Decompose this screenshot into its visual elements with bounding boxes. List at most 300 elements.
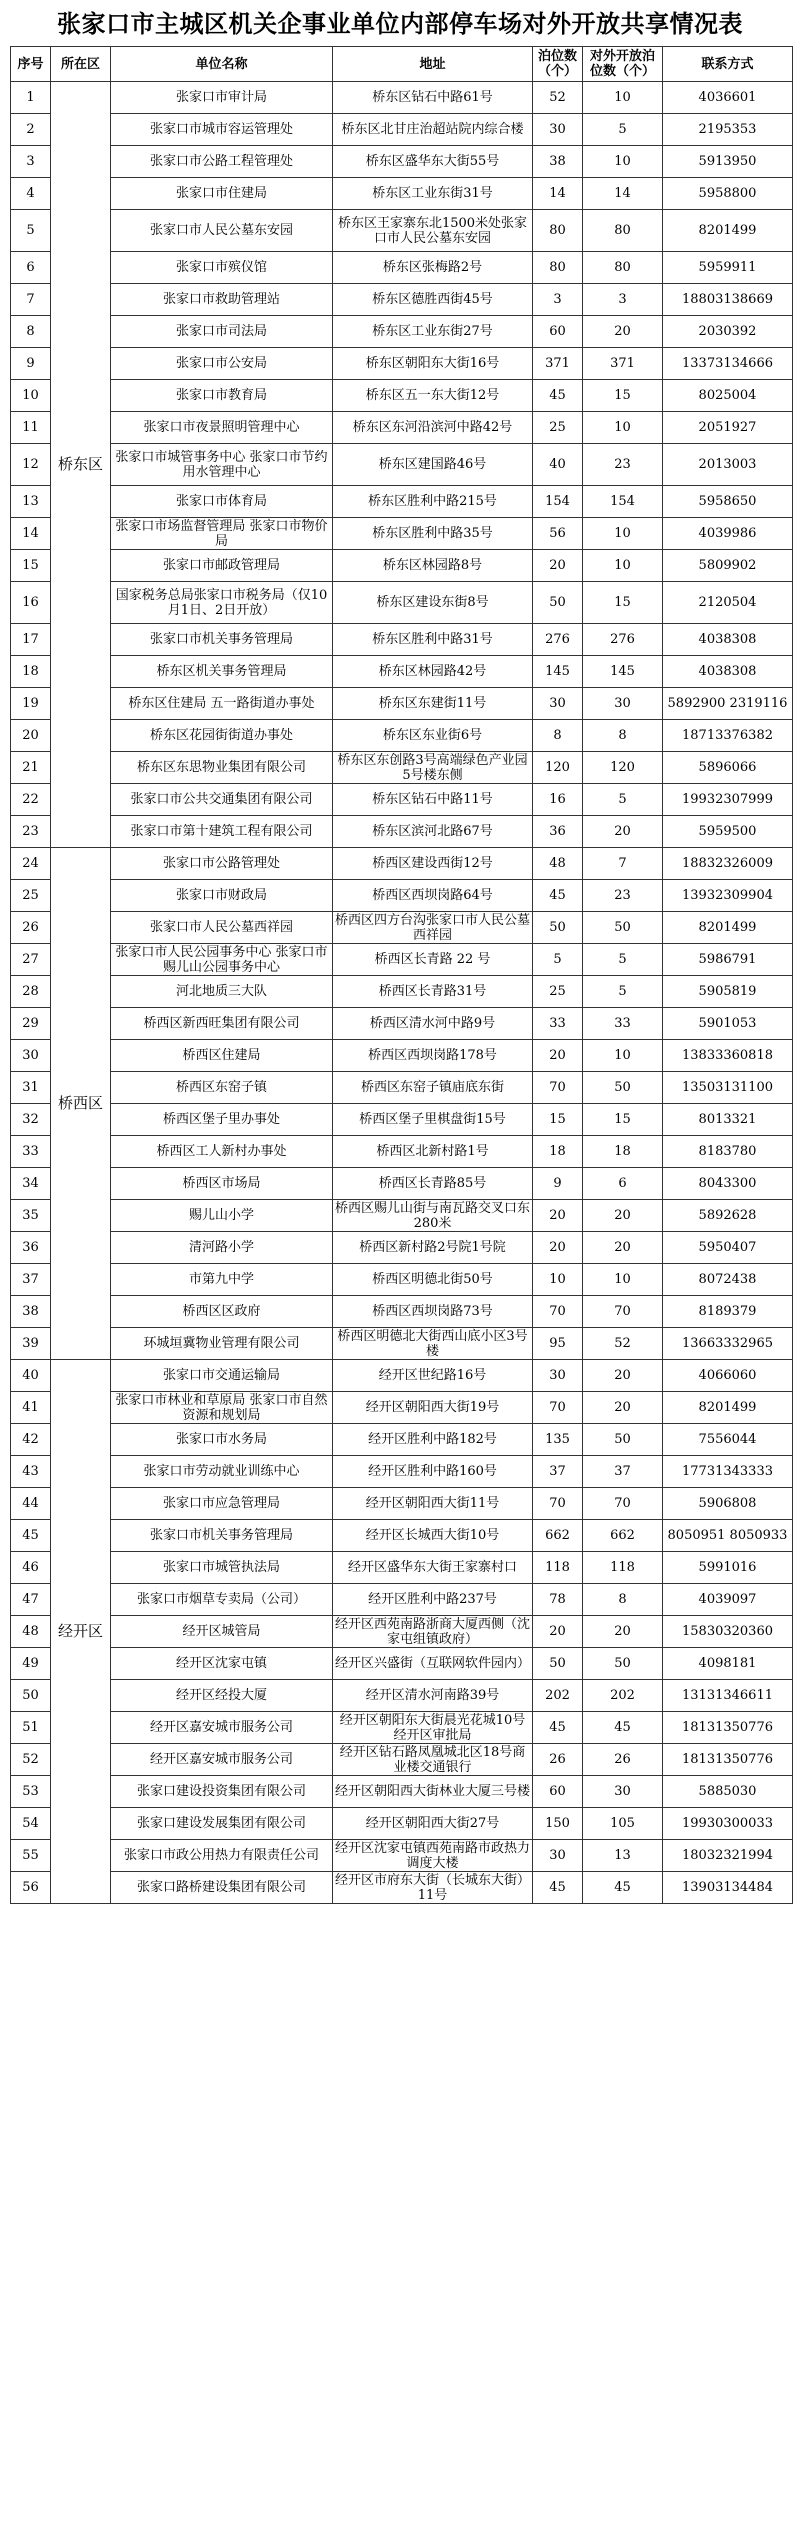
table-row <box>11 178 793 210</box>
unit-name: 张家口市救助管理站 <box>111 284 333 316</box>
address: 桥东区东业街6号 <box>333 720 533 752</box>
open-spot-count: 10 <box>583 1040 663 1072</box>
contact-phone: 13373134666 <box>663 348 793 380</box>
spot-count: 118 <box>533 1552 583 1584</box>
row-number: 32 <box>11 1104 51 1136</box>
open-spot-count: 33 <box>583 1008 663 1040</box>
table-row <box>11 1840 793 1872</box>
table-row <box>11 1808 793 1840</box>
parking-table <box>10 46 793 1904</box>
spot-count: 20 <box>533 1232 583 1264</box>
table-row <box>11 1872 793 1904</box>
spot-count: 662 <box>533 1520 583 1552</box>
unit-name: 张家口市机关事务管理局 <box>111 1520 333 1552</box>
contact-phone: 5959911 <box>663 252 793 284</box>
spot-count: 20 <box>533 1200 583 1232</box>
address: 桥东区北甘庄治超站院内综合楼 <box>333 114 533 146</box>
unit-name: 桥西区新西旺集团有限公司 <box>111 1008 333 1040</box>
table-row <box>11 412 793 444</box>
table-row <box>11 1072 793 1104</box>
unit-name: 经开区经投大厦 <box>111 1680 333 1712</box>
address: 桥东区钻石中路11号 <box>333 784 533 816</box>
table-row <box>11 1296 793 1328</box>
address: 桥东区德胜西街45号 <box>333 284 533 316</box>
table-row <box>11 848 793 880</box>
table-row <box>11 1584 793 1616</box>
contact-phone: 5901053 <box>663 1008 793 1040</box>
address: 桥西区北新村路1号 <box>333 1136 533 1168</box>
contact-phone: 2120504 <box>663 582 793 624</box>
contact-phone: 7556044 <box>663 1424 793 1456</box>
unit-name: 张家口市公路工程管理处 <box>111 146 333 178</box>
row-number: 5 <box>11 210 51 252</box>
contact-phone: 19930300033 <box>663 1808 793 1840</box>
contact-phone: 4038308 <box>663 656 793 688</box>
contact-phone: 5892628 <box>663 1200 793 1232</box>
row-number: 42 <box>11 1424 51 1456</box>
table-row <box>11 348 793 380</box>
row-number: 56 <box>11 1872 51 1904</box>
unit-name: 经开区嘉安城市服务公司 <box>111 1712 333 1744</box>
spot-count: 371 <box>533 348 583 380</box>
address: 经开区胜利中路237号 <box>333 1584 533 1616</box>
open-spot-count: 50 <box>583 1072 663 1104</box>
table-row <box>11 976 793 1008</box>
header-open-spots: 对外开放泊位数（个） <box>583 47 663 82</box>
spot-count: 202 <box>533 1680 583 1712</box>
table-row <box>11 1008 793 1040</box>
contact-phone: 15830320360 <box>663 1616 793 1648</box>
table-row <box>11 816 793 848</box>
unit-name: 桥东区花园街街道办事处 <box>111 720 333 752</box>
open-spot-count: 37 <box>583 1456 663 1488</box>
open-spot-count: 26 <box>583 1744 663 1776</box>
spot-count: 70 <box>533 1488 583 1520</box>
open-spot-count: 10 <box>583 146 663 178</box>
table-row <box>11 1232 793 1264</box>
table-row <box>11 582 793 624</box>
table-row <box>11 82 793 114</box>
table-row <box>11 1424 793 1456</box>
open-spot-count: 276 <box>583 624 663 656</box>
row-number: 30 <box>11 1040 51 1072</box>
address: 桥东区东河沿滨河中路42号 <box>333 412 533 444</box>
row-number: 26 <box>11 912 51 944</box>
page-title: 张家口市主城区机关企事业单位内部停车场对外开放共享情况表 <box>57 9 743 38</box>
table-row <box>11 1680 793 1712</box>
open-spot-count: 118 <box>583 1552 663 1584</box>
address: 经开区胜利中路182号 <box>333 1424 533 1456</box>
row-number: 17 <box>11 624 51 656</box>
open-spot-count: 6 <box>583 1168 663 1200</box>
open-spot-count: 662 <box>583 1520 663 1552</box>
contact-phone: 4039986 <box>663 518 793 550</box>
spot-count: 26 <box>533 1744 583 1776</box>
open-spot-count: 23 <box>583 444 663 486</box>
spot-count: 50 <box>533 582 583 624</box>
unit-name: 张家口路桥建设集团有限公司 <box>111 1872 333 1904</box>
address: 桥东区林园路42号 <box>333 656 533 688</box>
unit-name: 张家口市司法局 <box>111 316 333 348</box>
row-number: 9 <box>11 348 51 380</box>
spot-count: 70 <box>533 1392 583 1424</box>
row-number: 14 <box>11 518 51 550</box>
contact-phone: 5809902 <box>663 550 793 582</box>
open-spot-count: 5 <box>583 944 663 976</box>
open-spot-count: 10 <box>583 412 663 444</box>
row-number: 18 <box>11 656 51 688</box>
open-spot-count: 371 <box>583 348 663 380</box>
row-number: 24 <box>11 848 51 880</box>
open-spot-count: 50 <box>583 912 663 944</box>
address: 桥东区滨河北路67号 <box>333 816 533 848</box>
open-spot-count: 20 <box>583 1232 663 1264</box>
contact-phone: 18131350776 <box>663 1744 793 1776</box>
open-spot-count: 7 <box>583 848 663 880</box>
contact-phone: 5913950 <box>663 146 793 178</box>
contact-phone: 4066060 <box>663 1360 793 1392</box>
spot-count: 70 <box>533 1072 583 1104</box>
open-spot-count: 10 <box>583 518 663 550</box>
unit-name: 清河路小学 <box>111 1232 333 1264</box>
contact-phone: 8050951 8050933 <box>663 1520 793 1552</box>
table-row <box>11 1040 793 1072</box>
spot-count: 18 <box>533 1136 583 1168</box>
unit-name: 桥东区东思物业集团有限公司 <box>111 752 333 784</box>
table-row <box>11 656 793 688</box>
row-number: 21 <box>11 752 51 784</box>
spot-count: 8 <box>533 720 583 752</box>
row-number: 29 <box>11 1008 51 1040</box>
unit-name: 张家口市教育局 <box>111 380 333 412</box>
open-spot-count: 154 <box>583 486 663 518</box>
address: 桥东区五一东大街12号 <box>333 380 533 412</box>
address: 经开区盛华东大街王家寨村口 <box>333 1552 533 1584</box>
spot-count: 30 <box>533 688 583 720</box>
spot-count: 36 <box>533 816 583 848</box>
open-spot-count: 120 <box>583 752 663 784</box>
spot-count: 45 <box>533 380 583 412</box>
table-row <box>11 1360 793 1392</box>
open-spot-count: 15 <box>583 582 663 624</box>
open-spot-count: 30 <box>583 1776 663 1808</box>
contact-phone: 8183780 <box>663 1136 793 1168</box>
spot-count: 52 <box>533 82 583 114</box>
row-number: 39 <box>11 1328 51 1360</box>
open-spot-count: 202 <box>583 1680 663 1712</box>
unit-name: 桥西区市场局 <box>111 1168 333 1200</box>
row-number: 34 <box>11 1168 51 1200</box>
open-spot-count: 3 <box>583 284 663 316</box>
table-row <box>11 1104 793 1136</box>
table-row <box>11 1552 793 1584</box>
open-spot-count: 20 <box>583 1616 663 1648</box>
address: 桥东区张梅路2号 <box>333 252 533 284</box>
unit-name: 张家口市殡仪馆 <box>111 252 333 284</box>
table-row <box>11 752 793 784</box>
unit-name: 张家口市第十建筑工程有限公司 <box>111 816 333 848</box>
contact-phone: 4038308 <box>663 624 793 656</box>
spot-count: 30 <box>533 1840 583 1872</box>
spot-count: 80 <box>533 252 583 284</box>
open-spot-count: 18 <box>583 1136 663 1168</box>
unit-name: 张家口市城管执法局 <box>111 1552 333 1584</box>
contact-phone: 13131346611 <box>663 1680 793 1712</box>
spot-count: 60 <box>533 1776 583 1808</box>
spot-count: 30 <box>533 1360 583 1392</box>
unit-name: 赐儿山小学 <box>111 1200 333 1232</box>
address: 桥西区建设西街12号 <box>333 848 533 880</box>
district-cell: 桥西区 <box>51 848 111 1360</box>
row-number: 35 <box>11 1200 51 1232</box>
open-spot-count: 80 <box>583 210 663 252</box>
row-number: 19 <box>11 688 51 720</box>
district-cell: 桥东区 <box>51 82 111 848</box>
table-row <box>11 114 793 146</box>
header-address: 地址 <box>333 47 533 82</box>
row-number: 2 <box>11 114 51 146</box>
contact-phone: 13932309904 <box>663 880 793 912</box>
contact-phone: 5950407 <box>663 1232 793 1264</box>
table-row <box>11 284 793 316</box>
spot-count: 45 <box>533 1712 583 1744</box>
address: 经开区朝阳西大街林业大厦三号楼 <box>333 1776 533 1808</box>
table-row <box>11 316 793 348</box>
row-number: 43 <box>11 1456 51 1488</box>
contact-phone: 5958650 <box>663 486 793 518</box>
contact-phone: 18032321994 <box>663 1840 793 1872</box>
spot-count: 25 <box>533 412 583 444</box>
address: 经开区朝阳西大街27号 <box>333 1808 533 1840</box>
row-number: 6 <box>11 252 51 284</box>
contact-phone: 5958800 <box>663 178 793 210</box>
spot-count: 60 <box>533 316 583 348</box>
open-spot-count: 10 <box>583 550 663 582</box>
spot-count: 20 <box>533 1040 583 1072</box>
contact-phone: 8201499 <box>663 912 793 944</box>
unit-name: 张家口市公共交通集团有限公司 <box>111 784 333 816</box>
address: 桥东区王家寨东北1500米处张家口市人民公墓东安园 <box>333 210 533 252</box>
unit-name: 张家口市公安局 <box>111 348 333 380</box>
table-row <box>11 550 793 582</box>
table-row <box>11 380 793 412</box>
address: 桥东区朝阳东大街16号 <box>333 348 533 380</box>
address: 经开区长城西大街10号 <box>333 1520 533 1552</box>
row-number: 44 <box>11 1488 51 1520</box>
table-row <box>11 1392 793 1424</box>
spot-count: 10 <box>533 1264 583 1296</box>
address: 桥东区林园路8号 <box>333 550 533 582</box>
address: 桥东区工业东街31号 <box>333 178 533 210</box>
address: 桥东区胜利中路215号 <box>333 486 533 518</box>
contact-phone: 2013003 <box>663 444 793 486</box>
address: 经开区朝阳西大街11号 <box>333 1488 533 1520</box>
table-row <box>11 1488 793 1520</box>
open-spot-count: 20 <box>583 1392 663 1424</box>
open-spot-count: 20 <box>583 316 663 348</box>
spot-count: 48 <box>533 848 583 880</box>
row-number: 13 <box>11 486 51 518</box>
unit-name: 张家口市夜景照明管理中心 <box>111 412 333 444</box>
unit-name: 张家口市邮政管理局 <box>111 550 333 582</box>
row-number: 4 <box>11 178 51 210</box>
unit-name: 张家口市场监督管理局 张家口市物价局 <box>111 518 333 550</box>
open-spot-count: 8 <box>583 720 663 752</box>
table-row <box>11 1328 793 1360</box>
contact-phone: 18832326009 <box>663 848 793 880</box>
table-row <box>11 880 793 912</box>
address: 桥西区新村路2号院1号院 <box>333 1232 533 1264</box>
row-number: 54 <box>11 1808 51 1840</box>
spot-count: 80 <box>533 210 583 252</box>
unit-name: 桥东区机关事务管理局 <box>111 656 333 688</box>
contact-phone: 8201499 <box>663 1392 793 1424</box>
open-spot-count: 15 <box>583 380 663 412</box>
open-spot-count: 70 <box>583 1296 663 1328</box>
table-row <box>11 1456 793 1488</box>
open-spot-count: 20 <box>583 1360 663 1392</box>
table-row <box>11 486 793 518</box>
header-row <box>11 47 793 82</box>
spot-count: 15 <box>533 1104 583 1136</box>
row-number: 52 <box>11 1744 51 1776</box>
table-row <box>11 518 793 550</box>
open-spot-count: 5 <box>583 784 663 816</box>
open-spot-count: 5 <box>583 976 663 1008</box>
unit-name: 张家口建设发展集团有限公司 <box>111 1808 333 1840</box>
spot-count: 70 <box>533 1296 583 1328</box>
contact-phone: 2030392 <box>663 316 793 348</box>
header-spots: 泊位数（个） <box>533 47 583 82</box>
table-row <box>11 1200 793 1232</box>
address: 桥西区四方台沟张家口市人民公墓西祥园 <box>333 912 533 944</box>
address: 经开区兴盛街（互联网软件园内） <box>333 1648 533 1680</box>
contact-phone: 8043300 <box>663 1168 793 1200</box>
header-district: 所在区 <box>51 47 111 82</box>
spot-count: 45 <box>533 1872 583 1904</box>
row-number: 47 <box>11 1584 51 1616</box>
table-row <box>11 944 793 976</box>
row-number: 12 <box>11 444 51 486</box>
open-spot-count: 80 <box>583 252 663 284</box>
row-number: 27 <box>11 944 51 976</box>
contact-phone: 18803138669 <box>663 284 793 316</box>
row-number: 50 <box>11 1680 51 1712</box>
address: 经开区朝阳西大街19号 <box>333 1392 533 1424</box>
contact-phone: 13503131100 <box>663 1072 793 1104</box>
unit-name: 张家口市机关事务管理局 <box>111 624 333 656</box>
table-row <box>11 784 793 816</box>
open-spot-count: 50 <box>583 1424 663 1456</box>
address: 桥西区长青路31号 <box>333 976 533 1008</box>
row-number: 49 <box>11 1648 51 1680</box>
table-row <box>11 720 793 752</box>
unit-name: 张家口市应急管理局 <box>111 1488 333 1520</box>
row-number: 48 <box>11 1616 51 1648</box>
row-number: 31 <box>11 1072 51 1104</box>
header-unit-name: 单位名称 <box>111 47 333 82</box>
address: 经开区朝阳东大街晨光花城10号经开区审批局 <box>333 1712 533 1744</box>
address: 桥东区东建街11号 <box>333 688 533 720</box>
unit-name: 张家口市烟草专卖局（公司） <box>111 1584 333 1616</box>
unit-name: 桥西区东窑子镇 <box>111 1072 333 1104</box>
address: 桥西区东窑子镇庙底东街 <box>333 1072 533 1104</box>
table-row <box>11 1744 793 1776</box>
open-spot-count: 105 <box>583 1808 663 1840</box>
unit-name: 张家口市城管事务中心 张家口市节约用水管理中心 <box>111 444 333 486</box>
row-number: 33 <box>11 1136 51 1168</box>
address: 桥西区西坝岗路178号 <box>333 1040 533 1072</box>
spot-count: 56 <box>533 518 583 550</box>
spot-count: 145 <box>533 656 583 688</box>
open-spot-count: 45 <box>583 1712 663 1744</box>
unit-name: 张家口市人民公墓东安园 <box>111 210 333 252</box>
contact-phone: 8189379 <box>663 1296 793 1328</box>
contact-phone: 5906808 <box>663 1488 793 1520</box>
unit-name: 桥东区住建局 五一路街道办事处 <box>111 688 333 720</box>
address: 桥东区盛华东大街55号 <box>333 146 533 178</box>
row-number: 16 <box>11 582 51 624</box>
open-spot-count: 8 <box>583 1584 663 1616</box>
open-spot-count: 10 <box>583 1264 663 1296</box>
spot-count: 16 <box>533 784 583 816</box>
unit-name: 环城垣冀物业管理有限公司 <box>111 1328 333 1360</box>
contact-phone: 5905819 <box>663 976 793 1008</box>
spot-count: 38 <box>533 146 583 178</box>
address: 桥东区胜利中路31号 <box>333 624 533 656</box>
contact-phone: 8025004 <box>663 380 793 412</box>
row-number: 38 <box>11 1296 51 1328</box>
open-spot-count: 20 <box>583 816 663 848</box>
unit-name: 张家口市交通运输局 <box>111 1360 333 1392</box>
row-number: 23 <box>11 816 51 848</box>
unit-name: 经开区城管局 <box>111 1616 333 1648</box>
spot-count: 3 <box>533 284 583 316</box>
address: 桥西区明德北街50号 <box>333 1264 533 1296</box>
table-row <box>11 688 793 720</box>
open-spot-count: 15 <box>583 1104 663 1136</box>
row-number: 28 <box>11 976 51 1008</box>
table-row <box>11 1776 793 1808</box>
row-number: 1 <box>11 82 51 114</box>
address: 桥西区长青路 22 号 <box>333 944 533 976</box>
open-spot-count: 30 <box>583 688 663 720</box>
row-number: 37 <box>11 1264 51 1296</box>
spot-count: 95 <box>533 1328 583 1360</box>
address: 桥东区钻石中路61号 <box>333 82 533 114</box>
contact-phone: 13663332965 <box>663 1328 793 1360</box>
contact-phone: 13903134484 <box>663 1872 793 1904</box>
spot-count: 150 <box>533 1808 583 1840</box>
contact-phone: 2195353 <box>663 114 793 146</box>
row-number: 55 <box>11 1840 51 1872</box>
contact-phone: 17731343333 <box>663 1456 793 1488</box>
spot-count: 50 <box>533 912 583 944</box>
contact-phone: 4098181 <box>663 1648 793 1680</box>
table-row <box>11 1520 793 1552</box>
contact-phone: 5959500 <box>663 816 793 848</box>
spot-count: 14 <box>533 178 583 210</box>
contact-phone: 18131350776 <box>663 1712 793 1744</box>
address: 桥西区西坝岗路73号 <box>333 1296 533 1328</box>
spot-count: 40 <box>533 444 583 486</box>
row-number: 46 <box>11 1552 51 1584</box>
address: 桥西区赐儿山街与南瓦路交叉口东280米 <box>333 1200 533 1232</box>
row-number: 15 <box>11 550 51 582</box>
unit-name: 桥西区区政府 <box>111 1296 333 1328</box>
unit-name: 张家口市城市容运管理处 <box>111 114 333 146</box>
unit-name: 河北地质三大队 <box>111 976 333 1008</box>
